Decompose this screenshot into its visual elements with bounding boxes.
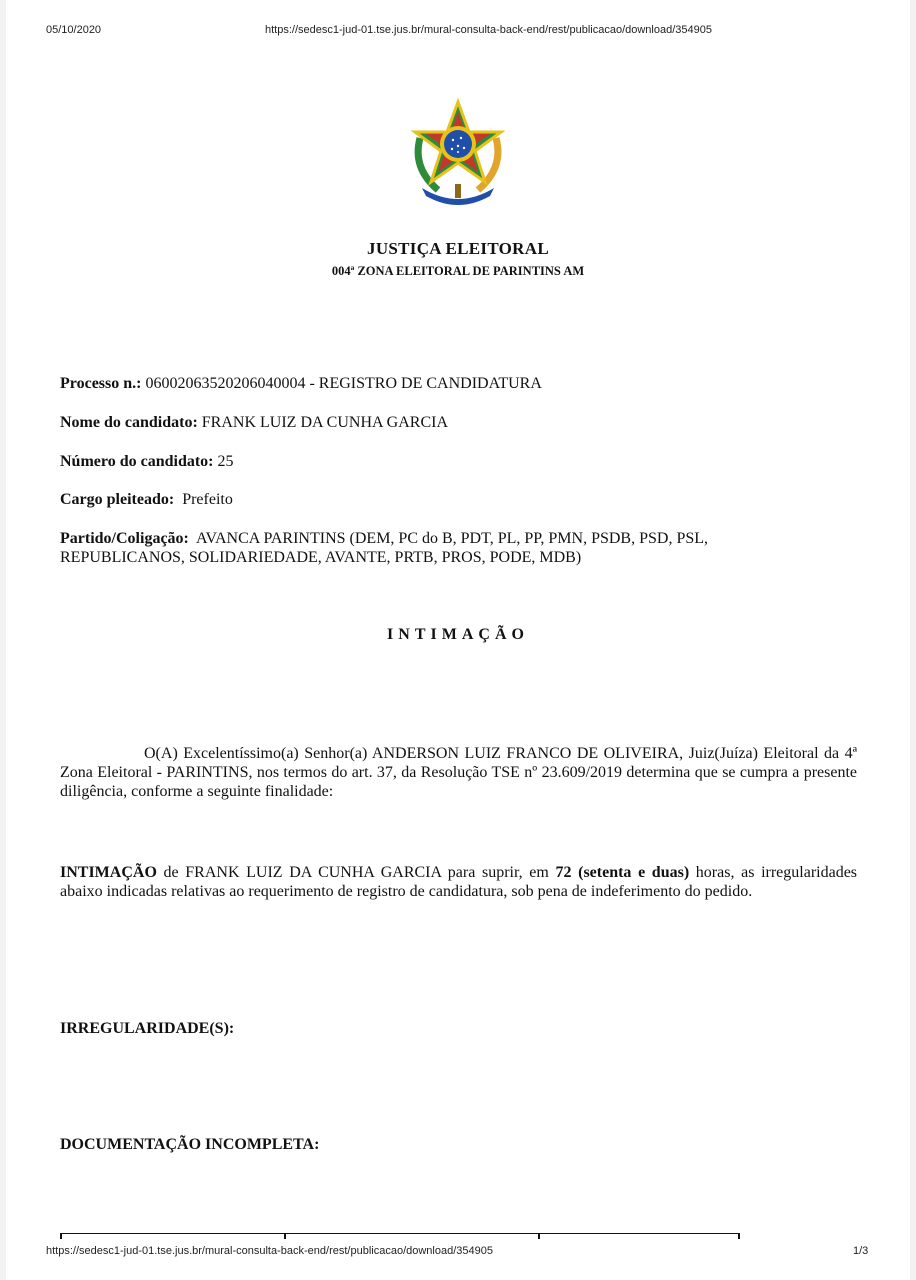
numero-value: 25 bbox=[217, 453, 234, 470]
court-subtitle: 004ª ZONA ELEITORAL DE PARINTINS AM bbox=[331, 264, 585, 278]
processo-field bbox=[60, 374, 860, 393]
table-divider bbox=[60, 1233, 62, 1239]
page-number: 1/3 bbox=[853, 1245, 869, 1257]
print-url: https://sedesc1-jud-01.tse.jus.br/mural-consulta-back-end/rest/publicacao/download/354905 bbox=[265, 24, 712, 36]
intimacao-hours: 72 (setenta e duas) bbox=[555, 864, 690, 881]
documentacao-heading: DOCUMENTAÇÃO INCOMPLETA: bbox=[60, 1136, 320, 1153]
numero-label: Número do candidato: bbox=[60, 453, 214, 470]
nome-value: FRANK LUIZ DA CUNHA GARCIA bbox=[201, 414, 449, 431]
table-top-border bbox=[60, 1233, 740, 1234]
cargo-field bbox=[60, 490, 860, 509]
intimacao-text-part1: de FRANK LUIZ DA CUNHA GARCIA para suprir, em bbox=[156, 864, 556, 881]
intimacao-text-part2: horas, as irregularidades abaixo indicadas relativas ao requerimento de registro de candidatura, sob pena de indeferimento do pedido. bbox=[60, 864, 858, 900]
nome-label: Nome do candidato: bbox=[60, 414, 198, 431]
table-divider bbox=[284, 1233, 286, 1239]
processo-label: Processo n.: bbox=[60, 375, 142, 392]
brazil-coat-of-arms-icon bbox=[408, 98, 508, 208]
intimacao-lead: INTIMAÇÃO bbox=[60, 864, 157, 881]
nome-field bbox=[60, 413, 860, 432]
partido-label: Partido/Coligação: bbox=[60, 530, 189, 547]
paragraph-determination: O(A) Excelentíssimo(a) Senhor(a) ANDERSON LUIZ FRANCO DE OLIVEIRA, Juiz(Juíza) Eleitoral da 4ª Zona Eleitoral - PARINTINS, nos termos do art. 37, da Resolução TSE nº 23.609/2019 determina que se cumpra a presente diligência, conforme a seguinte finalidade: bbox=[60, 745, 857, 800]
table-divider bbox=[738, 1233, 740, 1239]
table-divider bbox=[538, 1233, 540, 1239]
cargo-value: Prefeito bbox=[182, 491, 233, 508]
processo-value: 06002063520206040004 - REGISTRO DE CANDIDATURA bbox=[145, 375, 542, 392]
irregularidades-heading: IRREGULARIDADE(S): bbox=[60, 1020, 235, 1037]
court-title: JUSTIÇA ELEITORAL bbox=[367, 239, 549, 258]
paragraph-intimacao bbox=[60, 863, 857, 901]
partido-value-line2: REPUBLICANOS, SOLIDARIEDADE, AVANTE, PRTB, PROS, PODE, MDB) bbox=[60, 549, 582, 566]
cargo-label: Cargo pleiteado: bbox=[60, 491, 175, 508]
print-date: 05/10/2020 bbox=[46, 24, 102, 36]
intimacao-title: INTIMAÇÃO bbox=[387, 626, 529, 643]
footer-url: https://sedesc1-jud-01.tse.jus.br/mural-consulta-back-end/rest/publicacao/download/354905 bbox=[46, 1245, 493, 1257]
numero-field bbox=[60, 452, 860, 471]
partido-value-line1: AVANCA PARINTINS (DEM, PC do B, PDT, PL, PP, PMN, PSDB, PSD, PSL, bbox=[196, 530, 709, 547]
partido-field bbox=[60, 529, 860, 567]
